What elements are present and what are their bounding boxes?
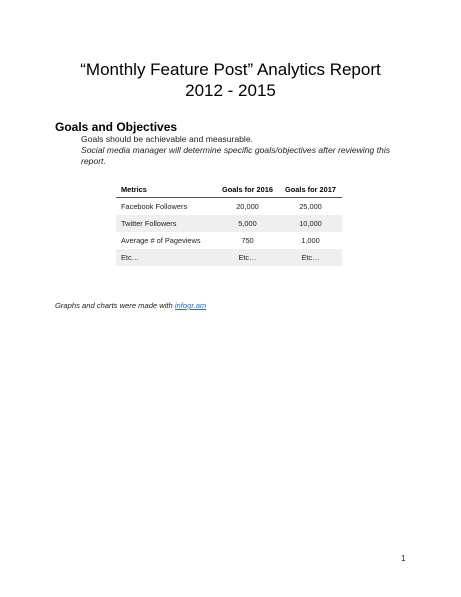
goal-2016-cell: 20,000 xyxy=(236,202,259,211)
goal-2017-cell: 1,000 xyxy=(301,236,320,245)
table-row xyxy=(116,249,342,266)
goal-2017-cell: 10,000 xyxy=(279,215,342,232)
table-row xyxy=(116,232,342,249)
header-metrics: Metrics xyxy=(116,181,216,198)
section-heading: Goals and Objectives xyxy=(55,120,178,134)
metric-cell: Twitter Followers xyxy=(116,215,216,232)
infogram-link[interactable]: infogr.am xyxy=(174,301,207,310)
goal-2016-cell: Etc… xyxy=(216,249,279,266)
metric-cell: Average # of Pageviews xyxy=(121,236,201,245)
goals-table xyxy=(116,181,342,266)
footnote xyxy=(55,301,206,310)
goal-2016-cell: 5,000 xyxy=(216,215,279,232)
report-title: “Monthly Feature Post” Analytics Report xyxy=(80,60,381,79)
page-number: 1 xyxy=(401,554,406,563)
table-row xyxy=(116,198,342,216)
goals-paragraph: Goals should be achievable and measurable. xyxy=(81,134,253,144)
header-goals-2016: Goals for 2016 xyxy=(216,181,279,198)
metric-cell: Etc… xyxy=(116,249,216,266)
table-header-row xyxy=(116,181,342,198)
footnote-text: Graphs and charts were made with xyxy=(55,301,175,310)
metric-cell: Facebook Followers xyxy=(121,202,188,211)
header-goals-2017: Goals for 2017 xyxy=(279,181,342,198)
table-row xyxy=(116,215,342,232)
report-date-range: 2012 - 2015 xyxy=(185,81,276,100)
goal-2017-cell: Etc… xyxy=(279,249,342,266)
goal-2016-cell: 750 xyxy=(241,236,254,245)
manager-note: Social media manager will determine specific goals/objectives after reviewing this report. xyxy=(81,145,391,166)
goal-2017-cell: 25,000 xyxy=(299,202,322,211)
